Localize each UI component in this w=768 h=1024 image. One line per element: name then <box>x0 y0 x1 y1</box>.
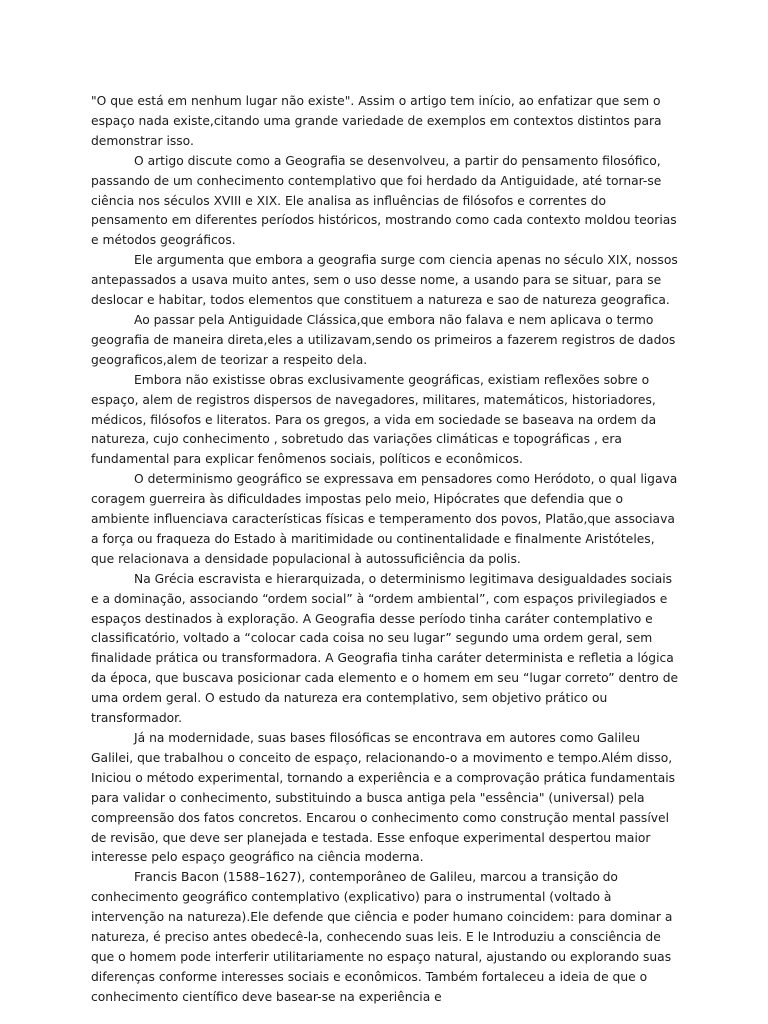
paragraph-greek-reflections: Embora não existisse obras exclusivamente geográficas, existiam reflexões sobre o espaço, alem de registros dispersos de navegadores, militares, matemáticos, historiadores, médicos, filósofos e literatos. Para os gregos, a vida em sociedade se baseava na ordem da natureza, cujo conhecimento , sobretudo das variações climáticas e topográficas , era fundamental para explicar fenômenos sociais, políticos e econômicos. <box>91 372 657 467</box>
paragraph-francis-bacon: Francis Bacon (1588–1627), contemporâneo de Galileu, marcou a transição do conhecimento geográfico contemplativo (explicativo) para o instrumental (voltado à intervenção na natureza).Ele defende que ciência e poder humano coincidem: para dominar a natureza, é preciso antes obedecê-la, conhecendo suas leis. E le Introduziu a consciência de que o homem pode interferir utilitariamente no espaço natural, ajustando ou explorando suas diferenças conforme interesses sociais e econômicos. Também fortaleceu a ideia de que o conhecimento científico deve basear-se na experiência e <box>91 870 673 1004</box>
paragraph-determinism: O determinismo geográfico se expressava em pensadores como Heródoto, o qual ligava coragem guerreira às dificuldades impostas pelo meio, Hipócrates que defendia que o ambiente influenciava características físicas e temperamento dos povos, Platão,que associava a força ou fraqueza do Estado à maritimidade ou continentalidade e finalmente Aristóteles, que relacionava a densidade populacional à autossuficiência da polis. <box>91 472 678 566</box>
paragraph-classical-antiquity: Ao passar pela Antiguidade Clássica,que embora não falava e nem aplicava o termo geografia de maneira direta,eles a utilizavam,sendo os primeiros a fazerem registros de dados geograficos,alem de teorizar a respeito dela. <box>91 312 676 367</box>
paragraph-ancestors: Ele argumenta que embora a geografia surge com ciencia apenas no século XIX, nossos antepassados a usava muito antes, sem o uso desse nome, a usando para se situar, para se deslocar e habitar, todos elementos que constituem a natureza e sao de natureza geografica. <box>91 253 678 308</box>
paragraph-greek-hierarchy: Na Grécia escravista e hierarquizada, o determinismo legitimava desigualdades sociais e a dominação, associando “ordem social” à “ordem ambiental”, com espaços privilegiados e espaços destinados à exploração. A Geografia desse período tinha caráter contemplativo e classificatório, voltado a “colocar cada coisa no seu lugar” segundo uma ordem geral, sem finalidade prática ou transformadora. A Geografia tinha caráter determinista e refletia a lógica da época, que buscava posicionar cada elemento e o homem em seu “lugar correto” dentro de uma ordem geral. O estudo da natureza era contemplativo, sem objetivo prático ou transformador. <box>91 571 679 726</box>
paragraph-modernity-galileo: Já na modernidade, suas bases filosóficas se encontrava em autores como Galileu Galilei, que trabalhou o conceito de espaço, relacionando-o a movimento e tempo.Além disso, Iniciou o método experimental, tornando a experiência e a comprovação prática fundamentais para validar o conhecimento, substituindo a busca antiga pela "essência" (universal) pela compreensão dos fatos concretos. Encarou o conhecimento como construção mental passível de revisão, que deve ser planejada e testada. Esse enfoque experimental despertou maior interesse pelo espaço geográfico na ciência moderna. <box>91 731 676 865</box>
paragraph-intro: "O que está em nenhum lugar não existe". Assim o artigo tem início, ao enfatizar que sem o espaço nada existe,citando uma grande variedade de exemplos em contextos distintos para demonstrar isso. <box>91 94 662 148</box>
document-page <box>91 92 681 1008</box>
paragraph-geography-development: O artigo discute como a Geografia se desenvolveu, a partir do pensamento filosófico, passando de um conhecimento contemplativo que foi herdado da Antiguidade, até tornar-se ciência nos séculos XVIII e XIX. Ele analisa as influências de filósofos e correntes do pensamento em diferentes períodos históricos, mostrando como cada contexto moldou teorias e métodos geográficos. <box>91 153 677 248</box>
